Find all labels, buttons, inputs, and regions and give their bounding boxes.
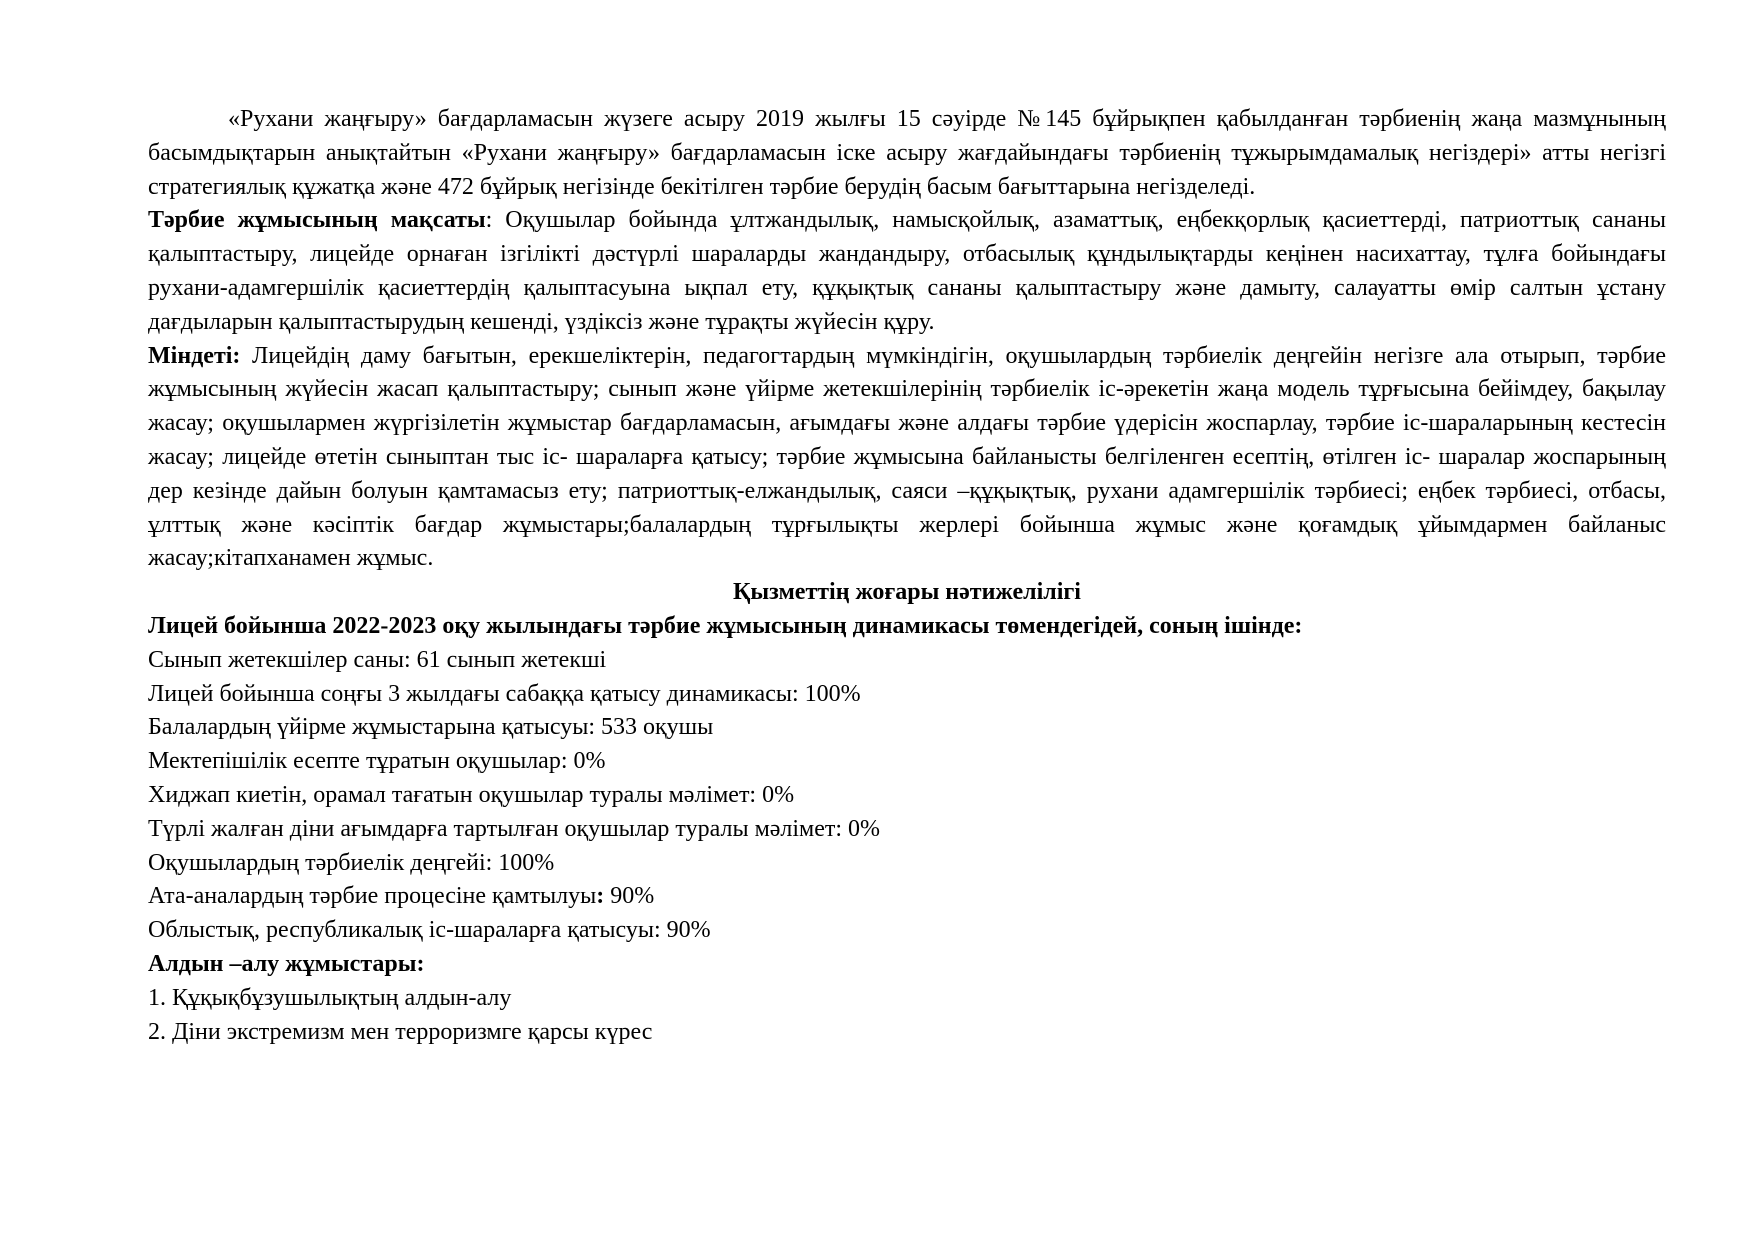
parents-colon: : [596,883,605,910]
task-text: Лицейдің даму бағытын, ерекшеліктерін, педагогтардың мүмкіндігін, оқушылардың тәрбиелік деңгейін негізге ала отырып, тәрбие жұмысының жүйесін жасап қалыптастыру; сынып және үйірме жетекшілерінің тәрбиелік іс-әрекетін жаңа модель тұрғысына бейімдеу, бақылау жасау; оқушылармен жүргізілетін жұмыстар бағдарламасын, ағымдағы және алдағы тәрбие үдерісін жоспарлау, тәрбие іс-шараларының кестесін жасау; лицейде өтетін сыныптан тыс іс- шараларға қатысу; тәрбие жұмысына байланысты белгіленген есептің, өтілген іс- шаралар жоспарының дер кезінде дайын болуын қамтамасыз ету; патриоттық-елжандылық, саяси –құқықтық, рухани адамгершілік тәрбиесі; еңбек тәрбиесі, отбасы, ұлттық және кәсіптік бағдар жұмыстары;балалардың тұрғылықты жерлері бойынша жұмыс және қоғамдық ұйымдармен байланыс жасау;кітапханамен жұмыс. [148,342,1666,572]
results-item: Балалардың үйірме жұмыстарына қатысуы: 533 оқушы [148,714,714,741]
results-item: Лицей бойынша соңғы 3 жылдағы сабаққа қатысу динамикасы: 100% [148,680,861,707]
document-page [148,103,1666,1049]
results-item-parents [148,880,1666,914]
prevention-item: 1. Құқықбұзушылықтың алдын-алу [148,984,512,1011]
prevention-heading: Алдын –алу жұмыстары: [148,950,425,977]
results-heading: Қызметтің жоғары нәтижелілігі [733,579,1081,606]
goal-label: Тәрбие жұмысының мақсаты [148,207,486,234]
results-item: Хиджап киетін, орамал тағатын оқушылар туралы мәлімет: 0% [148,781,795,808]
results-subheading: Лицей бойынша 2022-2023 оқу жылындағы тәрбие жұмысының динамикасы төмендегідей, соның ішінде: [148,612,1303,639]
results-item: Сынып жетекшілер саны: 61 сынып жетекші [148,646,607,673]
parents-label: Ата-аналардың тәрбие процесіне қамтылуы [148,883,597,910]
parents-value: 90% [604,883,655,910]
results-item: Түрлі жалған діни ағымдарға тартылған оқушылар туралы мәлімет: 0% [148,815,881,842]
results-item: Оқушылардың тәрбиелік деңгейі: 100% [148,849,555,876]
task-label: Міндеті: [148,342,241,369]
task-paragraph [148,340,1666,577]
prevention-item: 2. Діни экстремизм мен терроризмге қарсы күрес [148,1018,653,1045]
results-item: Мектепішілік есепте тұратын оқушылар: 0% [148,748,606,775]
goal-separator: : [485,207,493,234]
goal-paragraph [148,204,1666,339]
results-item: Облыстық, республикалық іс-шараларға қатысуы: 90% [148,917,711,944]
goal-text: Оқушылар бойында ұлтжандылық, намысқойлық, азаматтық, еңбекқорлық қасиеттерді, патриоттық сананы қалыптастыру, лицейде орнаған ізгілікті дәстүрлі шараларды жандандыру, отбасылық құндылықтарды кеңінен насихаттау, тұлға бойындағы рухани-адамгершілік қасиеттердің қалыптасуына ықпал ету, құқықтық сананы қалыптастыру және дамыту, салауатты өмір салтын ұстану дағдыларын қалыптастырудың кешенді, үздіксіз және тұрақты жүйесін құру. [148,207,1667,335]
intro-paragraph: «Рухани жаңғыру» бағдарламасын жүзеге асыру 2019 жылғы 15 сәуірде №145 бұйрықпен қабылданған тәрбиенің жаңа мазмұнының басымдықтарын анықтайтын «Рухани жаңғыру» бағдарламасын іске асыру жағдайындағы тәрбиенің тұжырымдамалық негіздері» атты негізгі стратегиялық құжатқа және 472 бұйрық негізінде бекітілген тәрбие берудің басым бағыттарына негізделеді. [148,106,1666,200]
